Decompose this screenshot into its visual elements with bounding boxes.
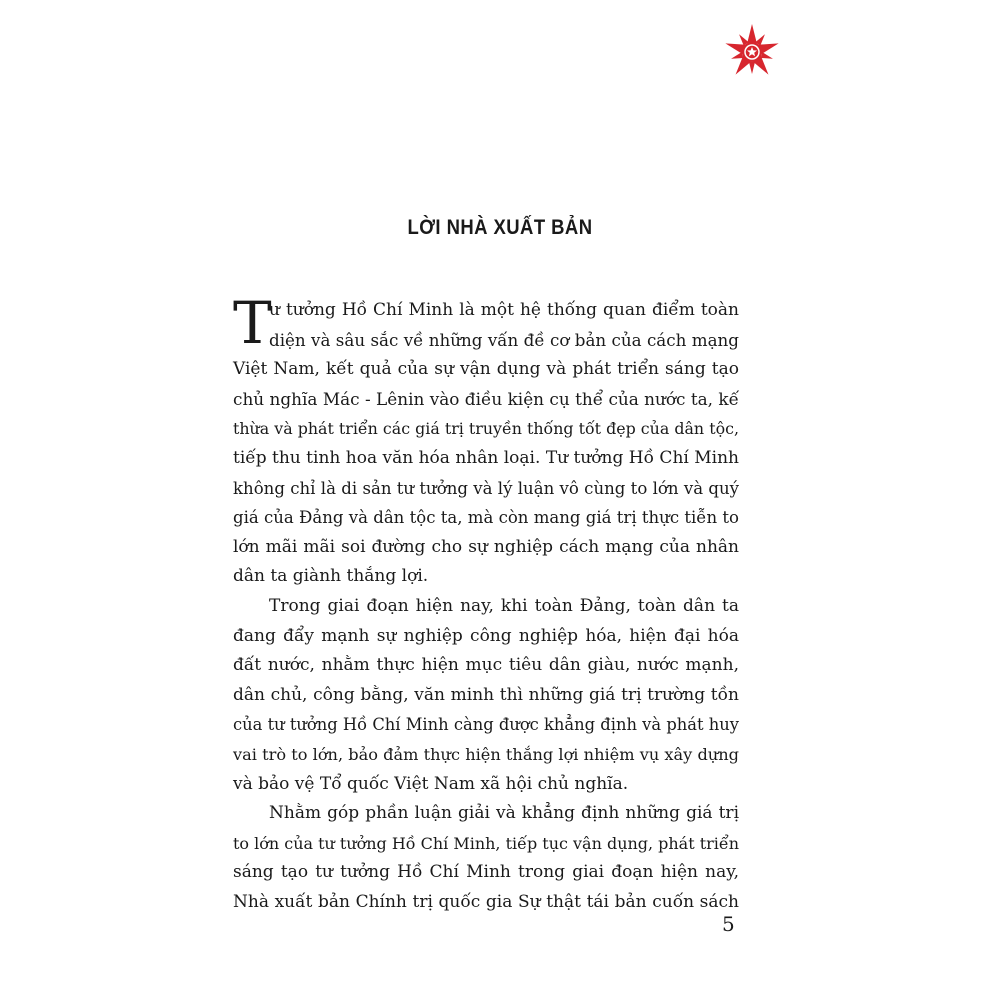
- page-number: 5: [722, 912, 735, 936]
- paragraph-1: [233, 289, 739, 592]
- text-line: đang đẩy mạnh sự nghiệp công nghiệp hóa, hiện đại hóa: [233, 625, 739, 646]
- text-line: và bảo vệ Tổ quốc Việt Nam xã hội chủ nghĩa.: [233, 773, 629, 794]
- text-line: vai trò to lớn, bảo đảm thực hiện thắng lợi nhiệm vụ xây dựng: [233, 744, 739, 764]
- text-line: Việt Nam, kết quả của sự vận dụng và phát triển sáng tạo: [233, 359, 739, 380]
- page-title: LỜI NHÀ XUẤT BẢN: [407, 216, 593, 239]
- body-text: [233, 289, 739, 917]
- paragraph-2: [233, 592, 739, 799]
- drop-cap: T: [233, 289, 272, 357]
- star-emblem-icon: [722, 22, 782, 82]
- text-line: dân ta giành thắng lợi.: [233, 566, 429, 587]
- paragraph-3: [233, 799, 739, 917]
- text-line: Nhà xuất bản Chính trị quốc gia Sự thật tái bản cuốn sách: [233, 891, 739, 912]
- text-line: tiếp thu tinh hoa văn hóa nhân loại. Tư tưởng Hồ Chí Minh: [233, 447, 739, 468]
- text-line: chủ nghĩa Mác - Lênin vào điều kiện cụ thể của nước ta, kế: [233, 388, 739, 409]
- text-line: đất nước, nhằm thực hiện mục tiêu dân giàu, nước mạnh,: [233, 655, 739, 676]
- text-line: to lớn của tư tưởng Hồ Chí Minh, tiếp tục vận dụng, phát triển: [233, 833, 739, 853]
- text-line: diện và sâu sắc về những vấn đề cơ bản của cách mạng: [269, 329, 739, 350]
- text-line: giá của Đảng và dân tộc ta, mà còn mang giá trị thực tiễn to: [233, 508, 739, 528]
- text-line: sáng tạo tư tưởng Hồ Chí Minh trong giai đoạn hiện nay,: [233, 862, 739, 883]
- text-line: lớn mãi mãi soi đường cho sự nghiệp cách mạng của nhân: [233, 536, 739, 557]
- text-line: không chỉ là di sản tư tưởng và lý luận vô cùng to lớn và quý: [233, 478, 739, 498]
- text-line: thừa và phát triển các giá trị truyền thống tốt đẹp của dân tộc,: [233, 419, 739, 439]
- text-line: Nhằm góp phần luận giải và khẳng định những giá trị: [269, 803, 739, 824]
- text-line: của tư tưởng Hồ Chí Minh càng được khẳng định và phát huy: [233, 715, 739, 735]
- text-line: Trong giai đoạn hiện nay, khi toàn Đảng, toàn dân ta: [269, 595, 739, 616]
- text-line: dân chủ, công bằng, văn minh thì những giá trị trường tồn: [233, 684, 739, 705]
- text-line: ư tưởng Hồ Chí Minh là một hệ thống quan điểm toàn: [269, 300, 739, 320]
